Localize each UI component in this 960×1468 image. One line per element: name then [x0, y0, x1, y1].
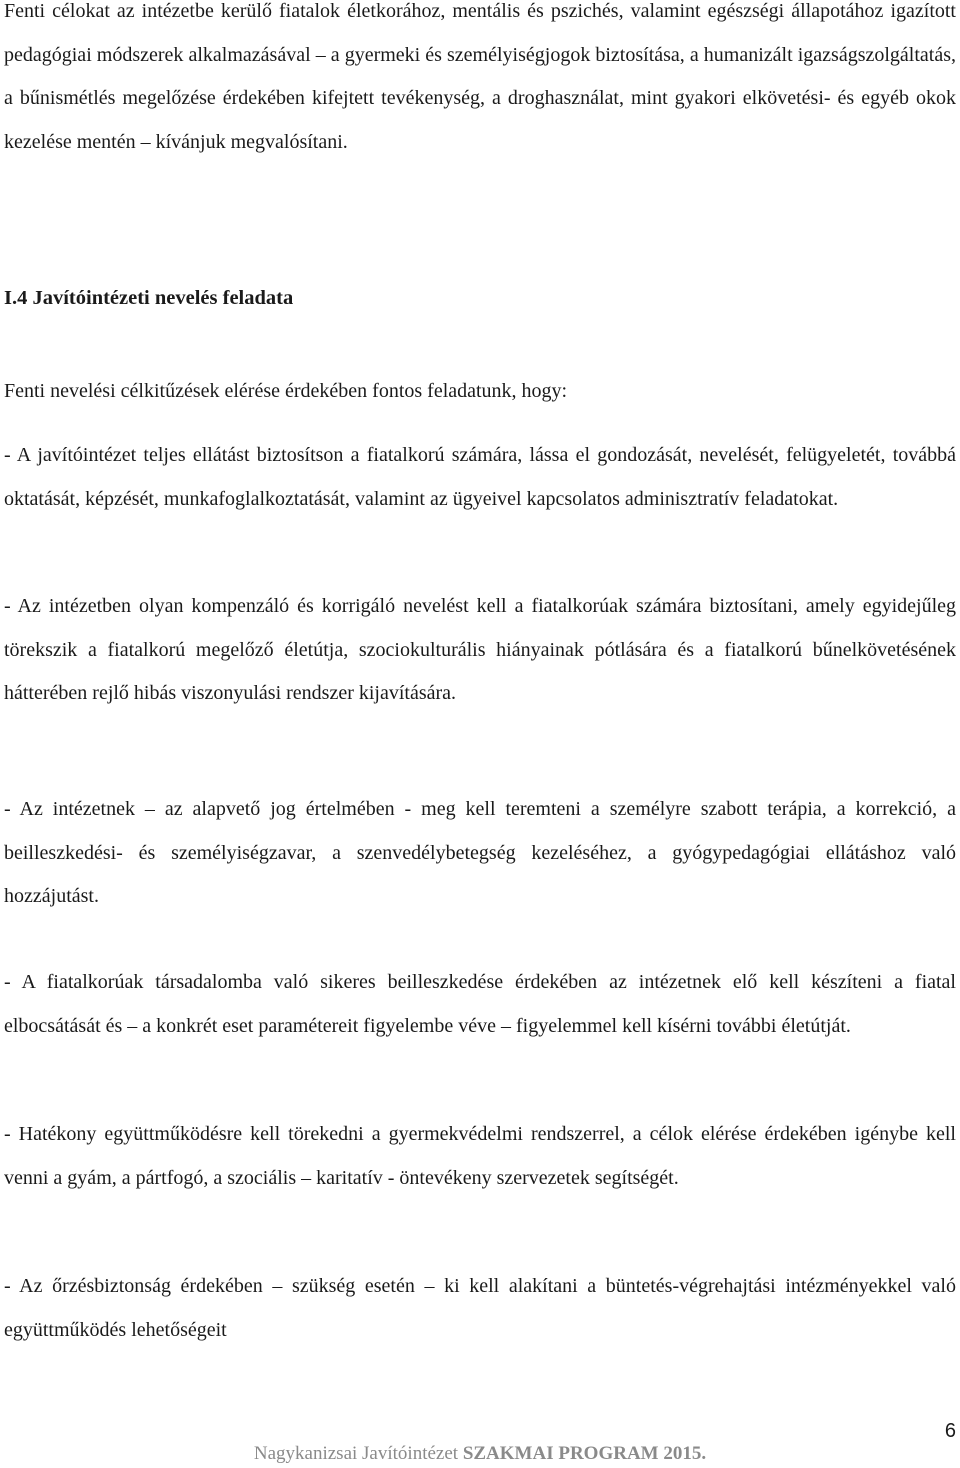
lead-sentence: Fenti nevelési célkitűzések elérése érdekében fontos feladatunk, hogy: — [4, 380, 568, 402]
page-number: 6 — [944, 1420, 956, 1442]
task-item-2: - Az intézetben olyan kompenzáló és korrigáló nevelést kell a fiatalkorúak számára biztosítani, amely egyidejűleg törekszik a fiatalkorú megelőző életútja, szociokulturális hiányainak pótlására és a fiatalkorú bűnelkövetésének hátterében rejlő hibás viszonyulási rendszer kijavítására. — [4, 595, 956, 704]
section-heading: I.4 Javítóintézeti nevelés feladata — [4, 287, 294, 309]
task-item-3: - Az intézetnek – az alapvető jog értelmében - meg kell teremteni a személyre szabott terápia, a korrekció, a beilleszkedési- és személyiségzavar, a szenvedélybetegség kezeléséhez, a gyógypedagógiai ellátáshoz való hozzájutást. — [4, 798, 956, 907]
intro-paragraph: Fenti célokat az intézetbe kerülő fiatalok életkorához, mentális és pszichés, valamint egészségi állapotához igazított pedagógiai módszerek alkalmazásával – a gyermeki és személyiségjogok biztosítása, a humanizált igazságszolgáltatás, a bűnismétlés megelőzése érdekében kifejtett tevékenység, a droghasználat, mint gyakori elkövetési- és egyéb okok kezelése mentén – kívánjuk megvalósítani. — [4, 0, 956, 153]
page-footer — [0, 1441, 960, 1467]
task-item-4: - A fiatalkorúak társadalomba való sikeres beilleszkedése érdekében az intézetnek elő kell készíteni a fiatal elbocsátását és – a konkrét eset paramétereit figyelembe véve – figyelemmel kell kísérni további életútját. — [4, 971, 956, 1037]
task-item-5: - Hatékony együttműködésre kell törekedni a gyermekvédelmi rendszerrel, a célok elérése érdekében igénybe kell venni a gyám, a pártfogó, a szociális – karitatív - öntevékeny szervezetek segítségét. — [4, 1123, 956, 1189]
footer-institution: Nagykanizsai Javítóintézet — [253, 1443, 463, 1464]
task-item-6: - Az őrzésbiztonság érdekében – szükség esetén – ki kell alakítani a büntetés-végrehajtási intézményekkel való együttműködés lehetőségeit — [4, 1275, 956, 1341]
task-item-1: - A javítóintézet teljes ellátást biztosítson a fiatalkorú számára, lássa el gondozását, nevelését, felügyeletét, továbbá oktatását, képzését, munkafoglalkoztatását, valamint az ügyeivel kapcsolatos adminisztratív feladatokat. — [4, 444, 956, 510]
footer-program-title: SZAKMAI PROGRAM 2015. — [462, 1443, 707, 1464]
